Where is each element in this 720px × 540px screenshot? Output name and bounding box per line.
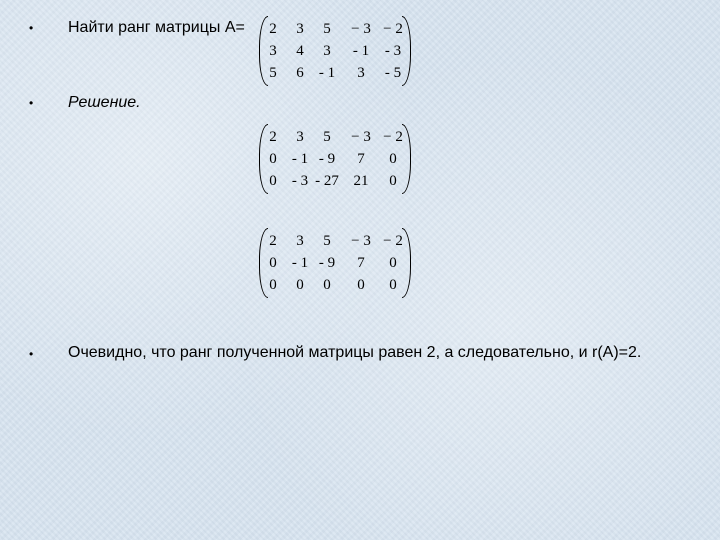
matrix-cell: 3 [269, 43, 277, 59]
matrix-cell: 3 [357, 65, 365, 81]
matrix-cell: − 3 [351, 129, 371, 145]
conclusion-text: Очевидно, что ранг полученной матрицы равен 2, а следовательно, и r(A)=2. [68, 344, 642, 361]
matrix-cell: 0 [323, 277, 331, 293]
matrix-cell: - 1 [291, 151, 309, 167]
matrix-a [259, 16, 411, 86]
matrix-cell: 0 [269, 255, 277, 271]
matrix-cell: 5 [323, 129, 331, 145]
matrix-cell: - 3 [384, 43, 402, 59]
matrix-cell: 3 [323, 43, 331, 59]
matrix-cell: − 2 [383, 129, 403, 145]
bullet-conclusion: • [29, 347, 34, 361]
matrix-cell: 2 [269, 233, 277, 249]
matrix-cell: 5 [269, 65, 277, 81]
matrix-cell: - 9 [318, 255, 336, 271]
matrix-cell: - 5 [384, 65, 402, 81]
matrix-cell: 4 [296, 43, 304, 59]
solution-heading: Решение. [68, 94, 141, 111]
matrix-cell: 0 [389, 255, 397, 271]
matrix-cell: 0 [389, 277, 397, 293]
matrix-cell: 7 [357, 151, 365, 167]
matrix-cell: - 9 [318, 151, 336, 167]
matrix-cell: 3 [296, 21, 304, 37]
matrix-cell: 2 [269, 129, 277, 145]
matrix-cell: 21 [353, 173, 369, 189]
matrix-cell: - 3 [291, 173, 309, 189]
matrix-cell: - 1 [352, 43, 370, 59]
matrix-cell: 2 [269, 21, 277, 37]
matrix-cell: − 3 [351, 21, 371, 37]
matrix-cell: − 3 [351, 233, 371, 249]
matrix-cell: 5 [323, 233, 331, 249]
matrix-cell: − 2 [383, 233, 403, 249]
matrix-cell: 0 [296, 277, 304, 293]
matrix-cell: 6 [296, 65, 304, 81]
matrix-cell: 0 [269, 151, 277, 167]
bullet-solution: • [29, 96, 34, 110]
matrix-cell: 0 [389, 151, 397, 167]
bullet-task: • [29, 21, 34, 35]
matrix-cell: 5 [323, 21, 331, 37]
matrix-step-2 [259, 228, 411, 298]
matrix-cell: 3 [296, 129, 304, 145]
matrix-cell: - 27 [315, 173, 339, 189]
matrix-cell: 0 [269, 277, 277, 293]
matrix-cell: 7 [357, 255, 365, 271]
matrix-step-1 [259, 124, 411, 194]
task-text: Найти ранг матрицы А= [68, 19, 245, 36]
matrix-cell: - 1 [318, 65, 336, 81]
matrix-cell: − 2 [383, 21, 403, 37]
matrix-cell: 0 [357, 277, 365, 293]
matrix-cell: - 1 [291, 255, 309, 271]
matrix-cell: 0 [269, 173, 277, 189]
matrix-cell: 3 [296, 233, 304, 249]
matrix-cell: 0 [389, 173, 397, 189]
